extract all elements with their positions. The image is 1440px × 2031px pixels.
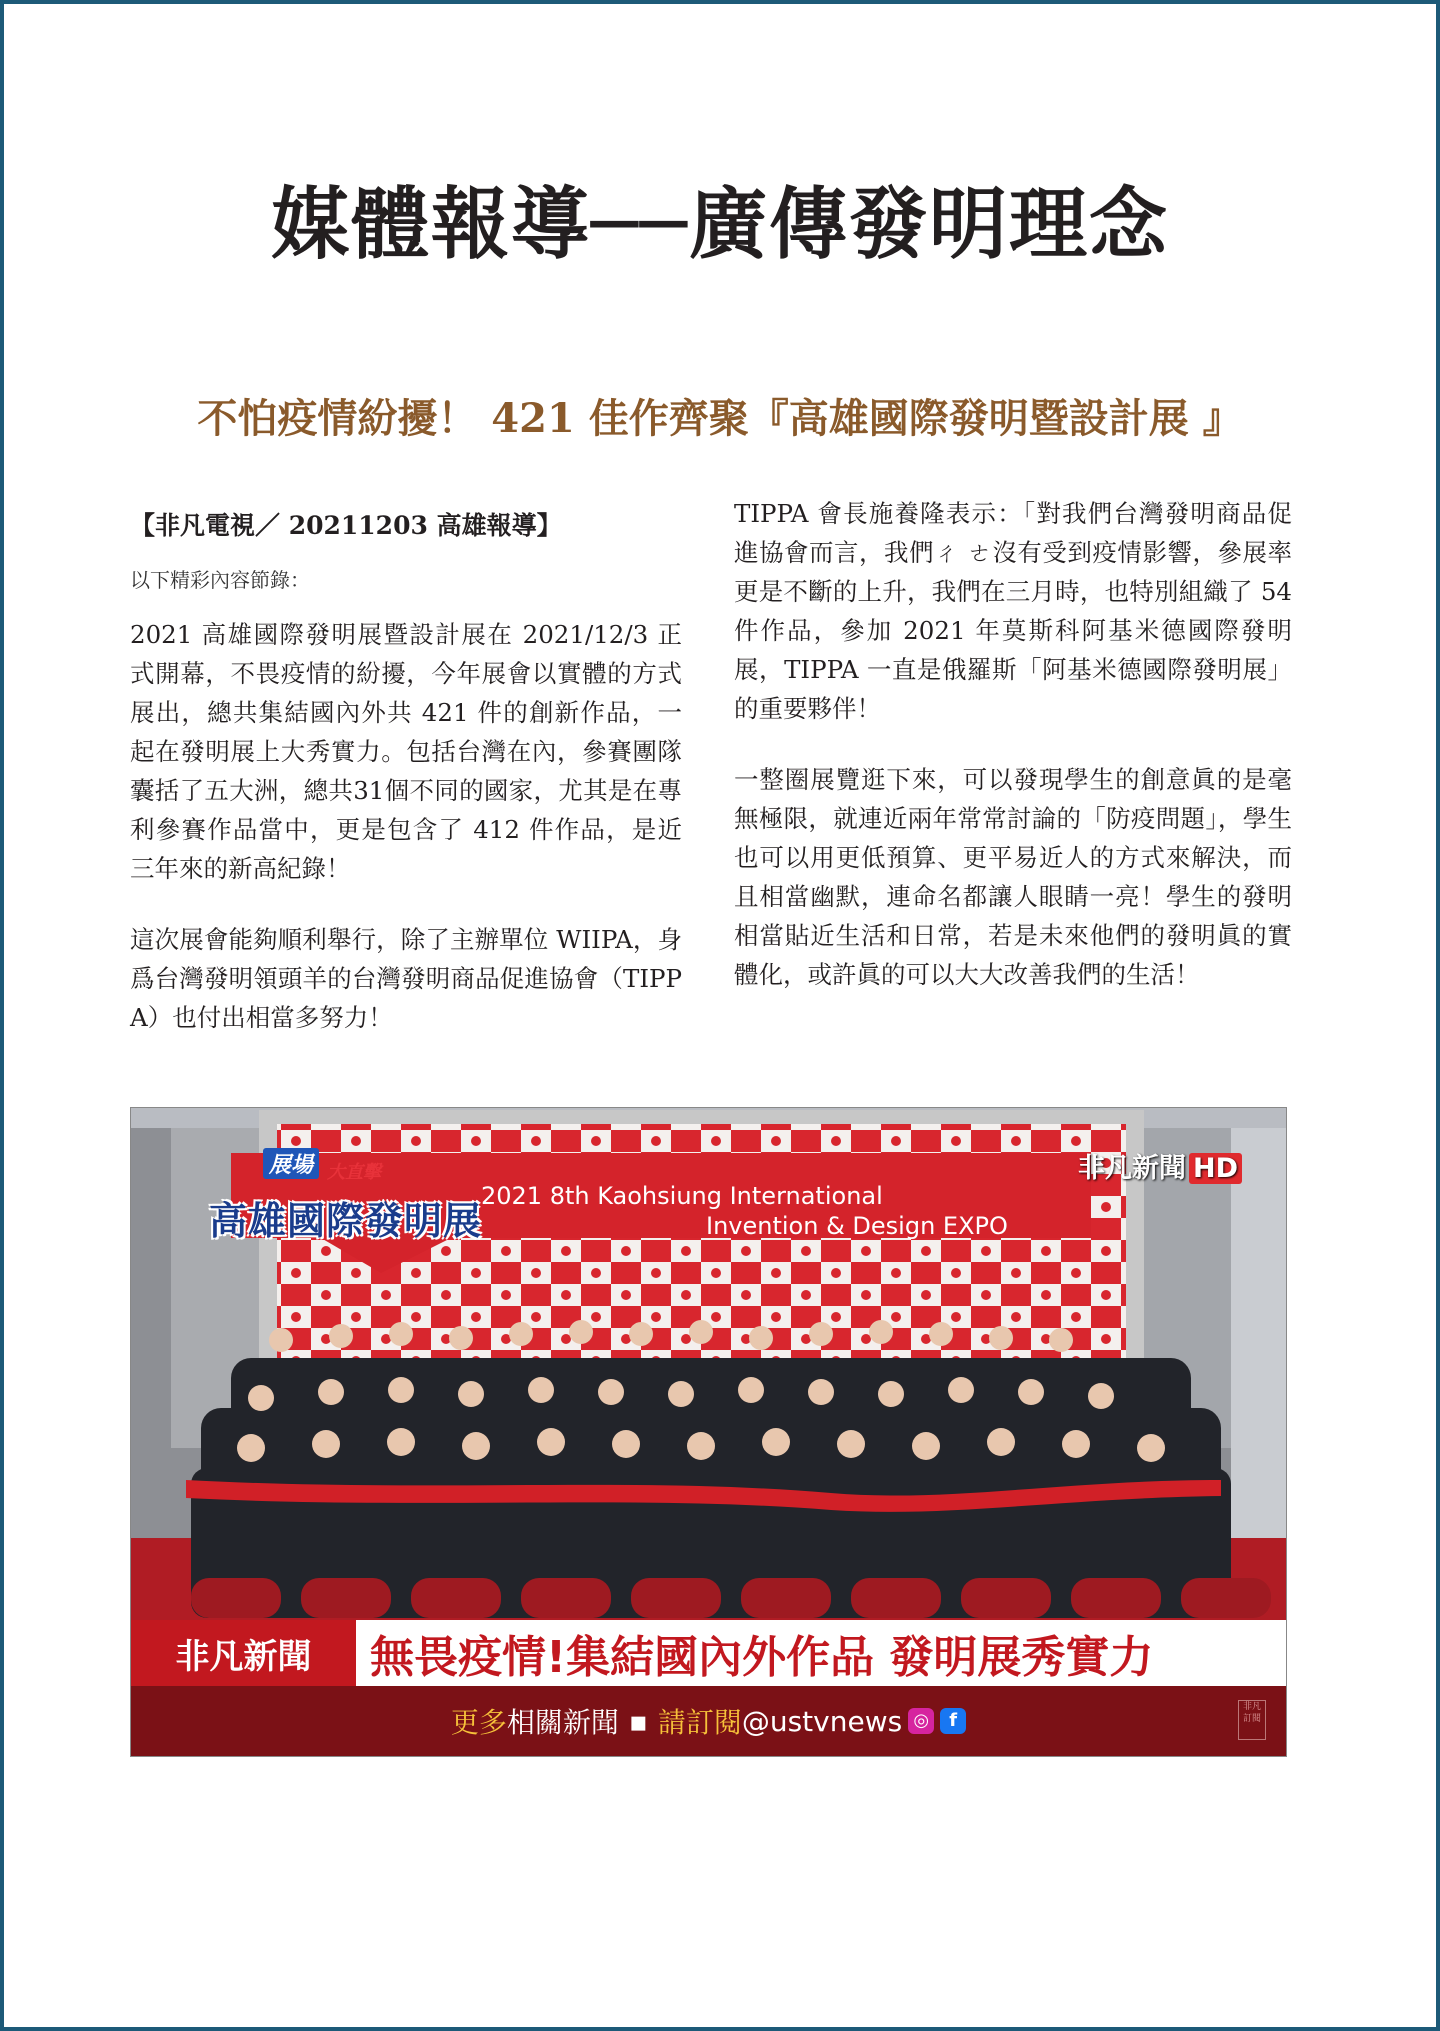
strip-separator: ▪	[628, 1704, 648, 1738]
news-headline: 無畏疫情!集結國內外作品 發明展秀實力	[356, 1620, 1286, 1686]
left-paragraph-2: 這次展會能夠順利舉行，除了主辦單位 WIIPA，身爲台灣發明領頭羊的台灣發明商品促進協會（TIPPA）也付出相當多努力！	[130, 925, 682, 1032]
strip-more: 更多	[450, 1706, 507, 1739]
expo-name-chinese: 高雄國際發明展	[209, 1199, 483, 1243]
channel-logo-text: 非凡新聞	[1077, 1153, 1186, 1184]
subscribe-strip	[131, 1686, 1286, 1756]
channel-logo	[1078, 1146, 1242, 1185]
right-paragraph-2: 一整圈展覽逛下來，可以發現學生的創意眞的是毫無極限，就連近兩年常常討論的「防疫問題」，學生也可以用更低預算、更平易近人的方式來解決，而且相當幽默，連命名都讓人眼睛一亮！學生的發明相當貼近生活和日常，若是未來他們的發明眞的實體化，或許眞的可以大大改善我們的生活！	[734, 765, 1292, 989]
left-column	[130, 496, 682, 1069]
strip-handle: @ustvnews	[741, 1704, 903, 1738]
article-headline: 不怕疫情紛擾！ 421 佳作齊聚『高雄國際發明暨設計展 』	[197, 395, 1243, 442]
expo-badge-secondary: 大直擊	[327, 1162, 381, 1183]
strip-related: 相關新聞	[506, 1706, 619, 1739]
stamp-mark: 非凡訂閱	[1238, 1700, 1266, 1740]
page-title: 媒體報導──廣傳發明理念	[271, 179, 1169, 270]
right-paragraph-1: TIPPA 會長施養隆表示：「對我們台灣發明商品促進協會而言，我們ㄔ ㄜ沒有受到疫情影響，參展率更是不斷的上升，我們在三月時，也特別組織了 54 件作品，參加 2021 年莫斯科阿基米德國際發明展，TIPPA 一直是俄羅斯「阿基米德國際發明展」的重要夥伴！	[734, 499, 1292, 723]
expo-name-english-line1: 2021 8th Kaohsiung International	[481, 1182, 883, 1210]
right-column	[734, 494, 1292, 1026]
news-screenshot-photo	[130, 1107, 1287, 1757]
strip-subscribe: 請訂閱	[657, 1706, 742, 1739]
expo-name-english-line2: Invention & Design EXPO	[706, 1212, 1008, 1240]
hd-badge: HD	[1189, 1153, 1242, 1184]
news-source: 【非凡電視／ 20211203 高雄報導】	[130, 511, 562, 540]
instagram-icon: ◎	[908, 1708, 934, 1734]
lower-third-channel: 非凡新聞	[131, 1620, 356, 1686]
facebook-icon: f	[940, 1708, 966, 1734]
excerpt-label: 以下精彩內容節錄：	[130, 568, 310, 592]
news-lower-third	[131, 1620, 1286, 1756]
expo-badge: 展場	[263, 1148, 319, 1179]
left-paragraph-1: 2021 高雄國際發明展暨設計展在 2021/12/3 正式開幕，不畏疫情的紛擾，今年展會以實體的方式展出，總共集結國內外共 421 件的創新作品，一起在發明展上大秀實力。包括台灣在內，參賽團隊囊括了五大洲，總共31個不同的國家，尤其是在專利參賽作品當中，更是包含了 412 件作品，是近三年來的新高紀錄！	[130, 620, 682, 883]
